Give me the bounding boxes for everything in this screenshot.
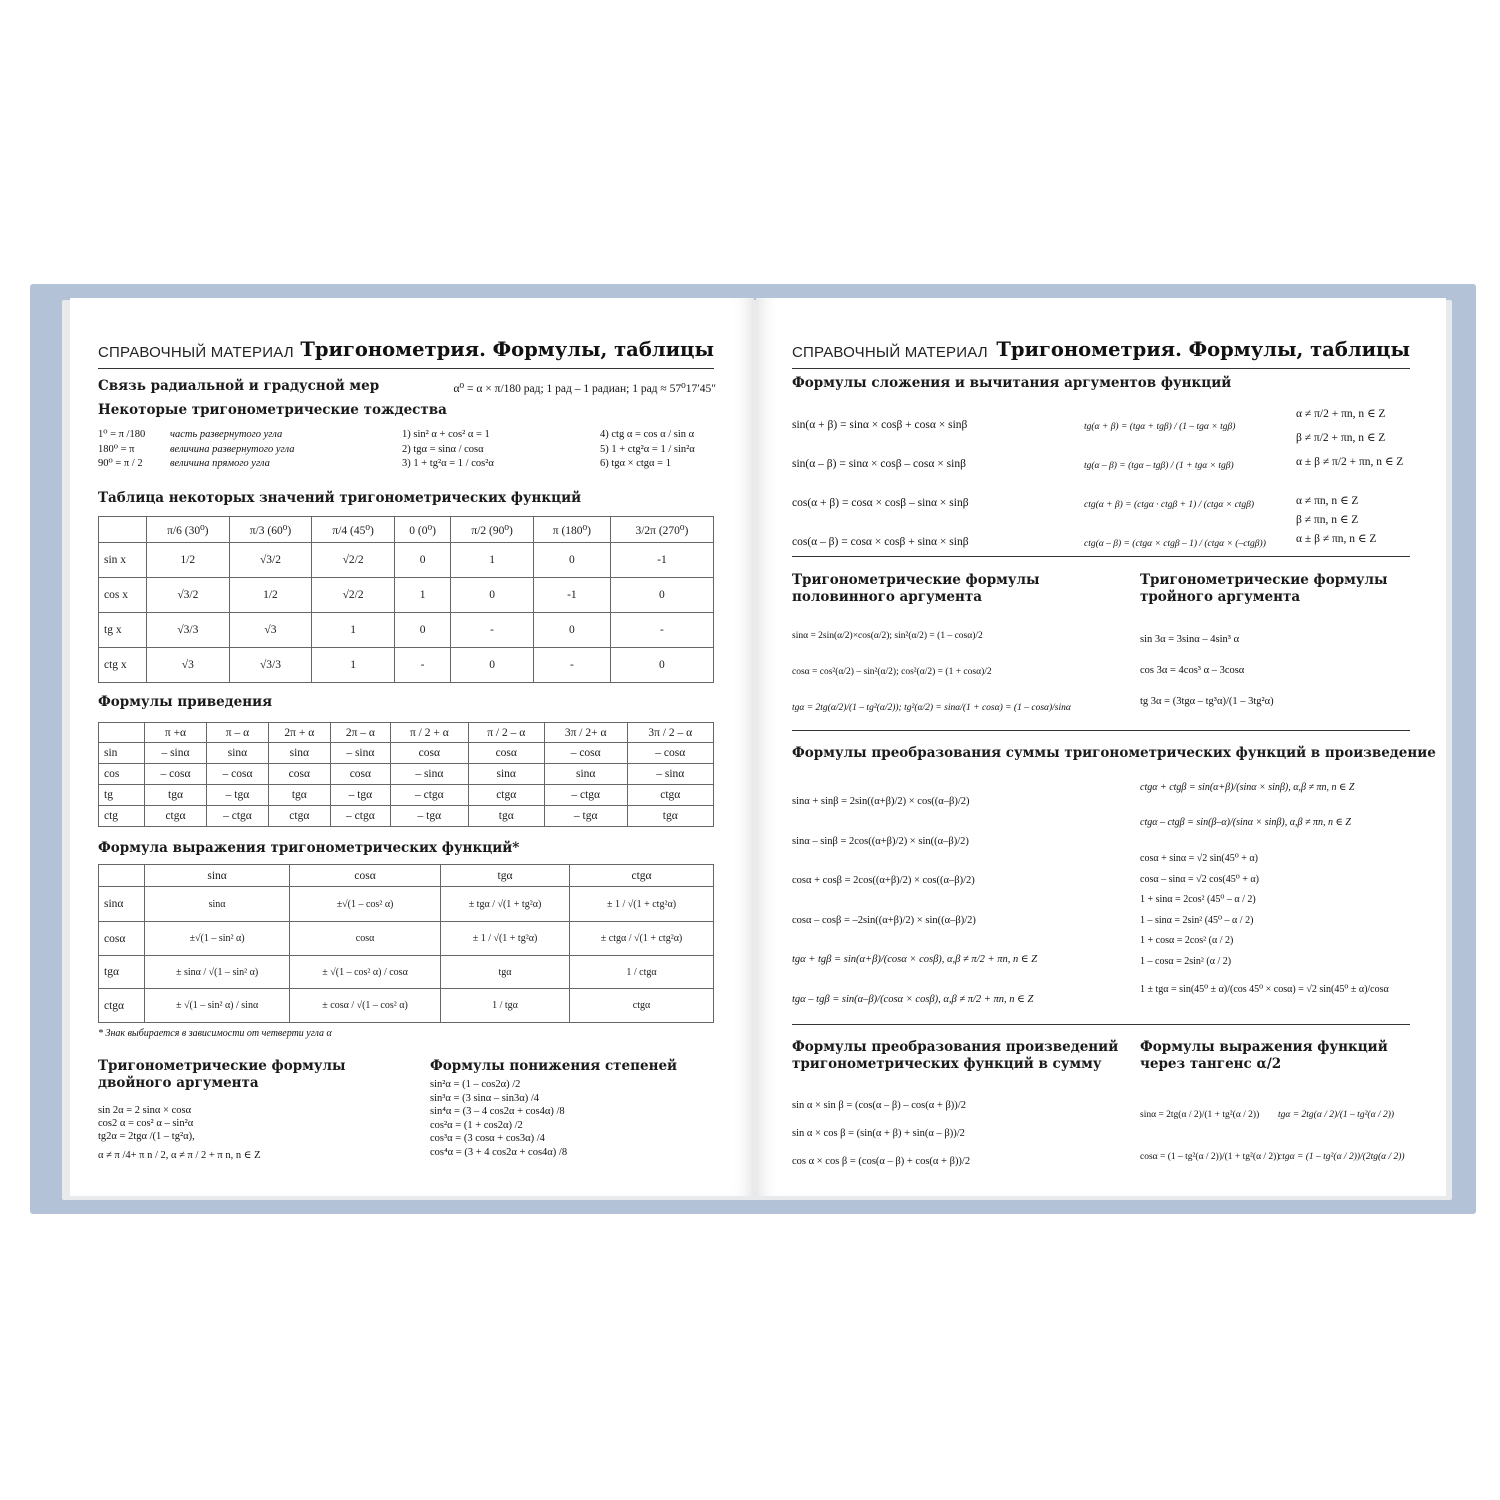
via-tan-heading-1: Формулы выражения функций [1140, 1039, 1388, 1055]
table-row [99, 578, 714, 613]
table-cell: 0 [533, 613, 610, 648]
table-cell: sinα [206, 743, 268, 764]
page-title: Тригонометрия. Формулы, таблицы [996, 338, 1410, 361]
table-cell [99, 723, 145, 743]
formula-line: cos³α = (3 cosα + cos3α) /4 [430, 1133, 545, 1144]
via-tan-col1 [1140, 1094, 1280, 1178]
expr-table [98, 864, 714, 1023]
formula-line: sin⁴α = (3 – 4 cos2α + cos4α) /8 [430, 1106, 565, 1117]
table-cell: √3/2 [147, 578, 230, 613]
formula-line: величина прямого угла [170, 458, 270, 469]
table-row [99, 785, 714, 806]
formula-line: sin α × sin β = (cos(α – β) – cos(α + β))/2 [792, 1100, 966, 1111]
table-row [99, 764, 714, 785]
table-cell: cosα [290, 865, 441, 887]
table-cell: ± √(1 – sin² α) / sinα [145, 989, 290, 1023]
prod-to-sum-formulas [792, 1092, 970, 1176]
formula-line: tgα = 2tg(α / 2)/(1 – tg²(α / 2)) [1278, 1110, 1395, 1120]
table-cell: ± √(1 – cos² α) / cosα [290, 956, 441, 989]
table-cell: tgα [440, 956, 569, 989]
table-cell: √3/3 [147, 613, 230, 648]
table-row [99, 989, 714, 1023]
formula-line: sinα – sinβ = 2cos((α+β)/2) × sin((α–β)/2) [792, 835, 969, 847]
table-cell: cosα [468, 743, 544, 764]
table-cell: 1 / ctgα [570, 956, 714, 989]
formula-line: tg2α = 2tgα /(1 – tg²α), [98, 1131, 195, 1142]
table-cell: – sinα [145, 743, 207, 764]
formula-line: sin(α – β) = sinα × cosβ – cosα × sinβ [792, 458, 966, 470]
formula-line: sinα = 2sin(α/2)×cos(α/2); sin²(α/2) = (1 – cosα)/2 [792, 631, 983, 641]
table-cell: tgα [627, 806, 713, 827]
values-table [98, 516, 714, 683]
table-cell: sinα [145, 865, 290, 887]
formula-line: ctgα = (1 – tg²(α / 2))/(2tg(α / 2)) [1278, 1152, 1405, 1162]
table-cell: – cosα [145, 764, 207, 785]
table-cell: sinα [99, 887, 145, 922]
table-cell: -1 [533, 578, 610, 613]
lowering-heading: Формулы понижения степеней [430, 1058, 678, 1074]
sum-to-prod-col1 [792, 782, 1037, 1019]
table-cell: sinα [544, 764, 627, 785]
table-cell: ± 1 / √(1 + ctg²α) [570, 887, 714, 922]
half-formulas [792, 618, 1071, 726]
table-cell: π/6 (30⁰) [147, 517, 230, 543]
table-row [99, 517, 714, 543]
table-cell: – sinα [391, 764, 469, 785]
formula-line: α ± β ≠ π/2 + πn, n ∈ Z [1296, 456, 1404, 468]
formula-line: 1 – cosα = 2sin² (α / 2) [1140, 955, 1232, 967]
formula-line: sin³α = (3 sinα – sin3α) /4 [430, 1092, 539, 1104]
formula-line: α ≠ πn, n ∈ Z [1296, 495, 1359, 507]
table-cell: – ctgα [544, 785, 627, 806]
left-page [70, 298, 754, 1196]
table-cell: – cosα [627, 743, 713, 764]
table-cell: ± cosα / √(1 – cos² α) [290, 989, 441, 1023]
formula-line: ctgα – ctgβ = sin(β–α)/(sinα × sinβ), α,β ≠ πn, n ∈ Z [1140, 817, 1351, 828]
table-cell: 3/2π (270⁰) [610, 517, 713, 543]
table-cell: 1 [312, 613, 395, 648]
table-cell: cos [99, 764, 145, 785]
formula-line: ctgα + ctgβ = sin(α+β)/(sinα × sinβ), α,β ≠ πn, n ∈ Z [1140, 782, 1355, 793]
table-cell: - [610, 613, 713, 648]
prod-to-sum-heading-2: тригонометрических функций в сумму [792, 1056, 1102, 1072]
table-cell: ± sinα / √(1 – sin² α) [145, 956, 290, 989]
table-cell: -1 [610, 543, 713, 578]
formula-line: 180⁰ = π [98, 443, 135, 455]
table-cell: 3π / 2+ α [544, 723, 627, 743]
table-row [99, 865, 714, 887]
formula-line: sin α × cos β = (sin(α + β) + sin(α – β))/2 [792, 1128, 965, 1139]
triple-formulas [1140, 624, 1274, 717]
table-cell: 1 [451, 543, 534, 578]
formula-line: cosα – cosβ = –2sin((α+β)/2) × sin((α–β)/2) [792, 914, 976, 926]
table-cell: – tgα [544, 806, 627, 827]
triple-heading-2: тройного аргумента [1140, 589, 1301, 605]
table-cell: tgα [268, 785, 330, 806]
sum-to-prod-heading: Формулы преобразования суммы тригонометрических функций в произведение [792, 745, 1436, 761]
table-cell: – sinα [627, 764, 713, 785]
triple-heading-1: Тригонометрические формулы [1140, 572, 1388, 588]
identities-col1 [98, 428, 145, 472]
table-cell: cosα [391, 743, 469, 764]
formula-line: 1⁰ = π /180 [98, 429, 146, 440]
radial-formula: α⁰ = α × π/180 рад; 1 рад – 1 радиан; 1 рад ≈ 57⁰17′45″ [453, 383, 716, 395]
formula-line: cos(α + β) = cosα × cosβ – sinα × sinβ [792, 497, 969, 509]
table-row [99, 648, 714, 683]
formula-line: cos(α – β) = cosα × cosβ + sinα × sinβ [792, 536, 969, 548]
formula-line: ctg(α – β) = (ctgα × ctgβ – 1) / (ctgα × (–ctgβ)) [1084, 539, 1266, 549]
table-row [99, 743, 714, 764]
formula-line: cosα + cosβ = 2cos((α+β)/2) × cos((α–β)/2) [792, 875, 975, 886]
table-cell: cosα [290, 922, 441, 956]
table-row [99, 613, 714, 648]
table-cell: – tgα [330, 785, 390, 806]
table-cell: π – α [206, 723, 268, 743]
table-cell: ± tgα / √(1 + tg²α) [440, 887, 569, 922]
formula-line: 5) 1 + ctg²α = 1 / sin²α [600, 443, 695, 455]
formula-line: 4) ctg α = cos α / sin α [600, 429, 695, 440]
table-cell: ± ctgα / √(1 + ctg²α) [570, 922, 714, 956]
table-cell: π/2 (90⁰) [451, 517, 534, 543]
identities-col4 [600, 428, 695, 472]
radial-heading: Связь радиальной и градусной мер [98, 378, 380, 394]
table-cell: 0 [394, 613, 450, 648]
table-cell: – ctgα [206, 806, 268, 827]
table-cell: ctgα [99, 989, 145, 1023]
reduction-heading: Формулы приведения [98, 694, 273, 710]
table-cell: – sinα [330, 743, 390, 764]
formula-line: cos 3α = 4cos³ α – 3cosα [1140, 665, 1245, 676]
table-cell [99, 517, 147, 543]
formula-line: sin(α + β) = sinα × cosβ + cosα × sinβ [792, 419, 968, 431]
formula-line: 3) 1 + tg²α = 1 / cos²α [402, 458, 494, 469]
values-table-heading: Таблица некоторых значений тригонометрических функций [98, 490, 582, 506]
identities-heading: Некоторые тригонометрические тождества [98, 402, 447, 418]
right-page [756, 298, 1446, 1196]
table-cell: ± 1 / √(1 + tg²α) [440, 922, 569, 956]
formula-line: cos2 α = cos² α – sin²α [98, 1118, 194, 1129]
table-row [99, 956, 714, 989]
table-cell: 1/2 [147, 543, 230, 578]
table-cell: √3/2 [229, 543, 312, 578]
section-rule [792, 1024, 1410, 1025]
double-heading-1: Тригонометрические формулы [98, 1058, 346, 1074]
double-heading-2: двойного аргумента [98, 1075, 259, 1091]
table-cell: - [533, 648, 610, 683]
formula-line: cosα + sinα = √2 sin(45⁰ + α) [1140, 853, 1258, 864]
table-cell: 2π + α [268, 723, 330, 743]
table-cell: 0 [394, 543, 450, 578]
addition-col2 [1084, 408, 1266, 564]
table-cell: sinα [145, 887, 290, 922]
formula-line: 1 + sinα = 2cos² (45⁰ – α / 2) [1140, 894, 1256, 905]
table-cell: π/4 (45⁰) [312, 517, 395, 543]
addition-heading: Формулы сложения и вычитания аргументов функций [792, 375, 1232, 391]
formula-line: 2) tgα = sinα / cosα [402, 443, 484, 455]
table-cell: ±√(1 – cos² α) [290, 887, 441, 922]
half-heading-1: Тригонометрические формулы [792, 572, 1040, 588]
formula-line: β ≠ πn, n ∈ Z [1296, 514, 1359, 526]
formula-line: 1 + cosα = 2cos² (α / 2) [1140, 935, 1234, 946]
formula-line: tg(α + β) = (tgα + tgβ) / (1 – tgα × tgβ) [1084, 422, 1236, 432]
half-heading-2: половинного аргумента [792, 589, 982, 605]
formula-line: tgα – tgβ = sin(α–β)/(cosα × cosβ), α,β ≠ π/2 + πn, n ∈ Z [792, 993, 1034, 1005]
formula-line: 6) tgα × ctgα = 1 [600, 458, 671, 469]
table-cell: 0 [533, 543, 610, 578]
formula-line: ctg(α + β) = (ctgα · ctgβ + 1) / (ctgα × ctgβ) [1084, 500, 1255, 510]
table-row [99, 806, 714, 827]
formula-line: α ≠ π /4+ π n / 2, α ≠ π / 2 + π n, n ∈ Z [98, 1150, 261, 1161]
table-cell: 0 [451, 648, 534, 683]
addition-col1 [792, 406, 969, 562]
table-cell: sin [99, 743, 145, 764]
table-cell: 1 [312, 648, 395, 683]
table-cell: sinα [468, 764, 544, 785]
section-rule [792, 730, 1410, 731]
double-formulas [98, 1104, 261, 1162]
expr-heading: Формула выражения тригонометрических функций* [98, 840, 520, 856]
reduction-table [98, 722, 714, 827]
table-cell: tg [99, 785, 145, 806]
formula-line: sinα = 2tg(α / 2)/(1 + tg²(α / 2)) [1140, 1110, 1260, 1120]
table-cell: π / 2 + α [391, 723, 469, 743]
table-cell: 1 [394, 578, 450, 613]
header-label: СПРАВОЧНЫЙ МАТЕРИАЛ [792, 344, 988, 361]
formula-line: β ≠ π/2 + πn, n ∈ Z [1296, 432, 1386, 444]
formula-line: α ≠ π/2 + πn, n ∈ Z [1296, 408, 1386, 420]
formula-line: sinα + sinβ = 2sin((α+β)/2) × cos((α–β)/2) [792, 796, 970, 807]
table-row [99, 543, 714, 578]
formula-line: α ± β ≠ πn, n ∈ Z [1296, 533, 1377, 545]
table-row [99, 723, 714, 743]
formula-line: cos⁴α = (3 + 4 cos2α + cos4α) /8 [430, 1146, 568, 1158]
expr-note: * Знак выбирается в зависимости от четверти угла α [98, 1028, 332, 1039]
table-cell: ctgα [145, 806, 207, 827]
table-cell: √3/3 [229, 648, 312, 683]
via-tan-col2 [1278, 1094, 1405, 1178]
table-cell: ctgα [627, 785, 713, 806]
table-row [99, 887, 714, 922]
sum-to-prod-col2 [1140, 782, 1389, 995]
table-cell: cosα [99, 922, 145, 956]
table-cell: 1 / tgα [440, 989, 569, 1023]
header-rule [98, 368, 714, 369]
table-cell: sin x [99, 543, 147, 578]
identities-col3 [402, 428, 494, 472]
formula-line: cosα – sinα = √2 cos(45⁰ + α) [1140, 873, 1259, 885]
via-tan-heading-2: через тангенс α/2 [1140, 1056, 1282, 1072]
table-cell: ctgα [570, 989, 714, 1023]
table-cell: – cosα [544, 743, 627, 764]
table-row [99, 922, 714, 956]
table-cell: 0 [610, 648, 713, 683]
formula-line: 90⁰ = π / 2 [98, 458, 143, 469]
table-cell: 2π – α [330, 723, 390, 743]
table-cell: ctgα [468, 785, 544, 806]
formula-line: cosα = cos²(α/2) – sin²(α/2); cos²(α/2) = (1 + cosα)/2 [792, 667, 992, 677]
table-cell: √3 [147, 648, 230, 683]
table-cell: ctgα [570, 865, 714, 887]
page-title: Тригонометрия. Формулы, таблицы [300, 338, 714, 361]
table-cell: 0 [610, 578, 713, 613]
table-cell: √2/2 [312, 578, 395, 613]
table-cell: - [394, 648, 450, 683]
table-cell: π / 2 – α [468, 723, 544, 743]
table-cell: tgα [99, 956, 145, 989]
formula-line: sin 2α = 2 sinα × cosα [98, 1105, 192, 1116]
header-rule [792, 368, 1410, 369]
table-cell: cosα [330, 764, 390, 785]
formula-line: cosα = (1 – tg²(α / 2))/(1 + tg²(α / 2)) [1140, 1152, 1280, 1162]
formula-line: cos²α = (1 + cos2α) /2 [430, 1119, 523, 1131]
lowering-formulas [430, 1078, 567, 1159]
table-cell: 0 [451, 578, 534, 613]
header-label: СПРАВОЧНЫЙ МАТЕРИАЛ [98, 344, 294, 361]
table-cell: sinα [268, 743, 330, 764]
table-cell: – cosα [206, 764, 268, 785]
table-cell: π (180⁰) [533, 517, 610, 543]
table-cell: tgα [440, 865, 569, 887]
table-cell: cosα [268, 764, 330, 785]
table-cell: ctg x [99, 648, 147, 683]
table-cell: ctg [99, 806, 145, 827]
table-cell: 0 (0⁰) [394, 517, 450, 543]
table-cell: √3 [229, 613, 312, 648]
formula-line: 1 ± tgα = sin(45⁰ ± α)/(cos 45⁰ × cosα) = √2 sin(45⁰ ± α)/cosα [1140, 984, 1389, 995]
formula-line: 1 – sinα = 2sin² (45⁰ – α / 2) [1140, 914, 1254, 926]
addition-col3 [1296, 402, 1403, 474]
identities-col2 [170, 428, 294, 472]
formula-line: tg 3α = (3tgα – tg³α)/(1 – 3tg²α) [1140, 696, 1274, 707]
table-cell: ctgα [268, 806, 330, 827]
table-cell: π/3 (60⁰) [229, 517, 312, 543]
table-cell: – ctgα [330, 806, 390, 827]
formula-line: 1) sin² α + cos² α = 1 [402, 429, 490, 440]
formula-line: sin²α = (1 – cos2α) /2 [430, 1079, 521, 1090]
formula-line: tg(α – β) = (tgα – tgβ) / (1 + tgα × tgβ) [1084, 461, 1234, 471]
table-cell: 1/2 [229, 578, 312, 613]
section-rule [792, 556, 1410, 557]
formula-line: sin 3α = 3sinα – 4sin³ α [1140, 634, 1240, 645]
table-cell: √2/2 [312, 543, 395, 578]
table-cell: – tgα [391, 806, 469, 827]
table-cell: cos x [99, 578, 147, 613]
prod-to-sum-heading-1: Формулы преобразования произведений [792, 1039, 1119, 1055]
formula-line: величина развернутого угла [170, 443, 295, 455]
table-cell: tgα [145, 785, 207, 806]
table-cell [99, 865, 145, 887]
table-cell: - [451, 613, 534, 648]
formula-line: tgα + tgβ = sin(α+β)/(cosα × cosβ), α,β ≠ π/2 + πn, n ∈ Z [792, 954, 1038, 965]
table-cell: ±√(1 – sin² α) [145, 922, 290, 956]
formula-line: tgα = 2tg(α/2)/(1 – tg²(α/2)); tg²(α/2) = sinα/(1 + cosα) = (1 – cosα)/sinα [792, 703, 1071, 713]
table-cell: π +α [145, 723, 207, 743]
formula-line: cos α × cos β = (cos(α – β) + cos(α + β))/2 [792, 1156, 971, 1167]
table-cell: tgα [468, 806, 544, 827]
table-cell: 3π / 2 – α [627, 723, 713, 743]
addition-col3b [1296, 492, 1376, 549]
table-cell: tg x [99, 613, 147, 648]
formula-line: часть развернутого угла [170, 429, 283, 440]
table-cell: – ctgα [391, 785, 469, 806]
table-cell: – tgα [206, 785, 268, 806]
